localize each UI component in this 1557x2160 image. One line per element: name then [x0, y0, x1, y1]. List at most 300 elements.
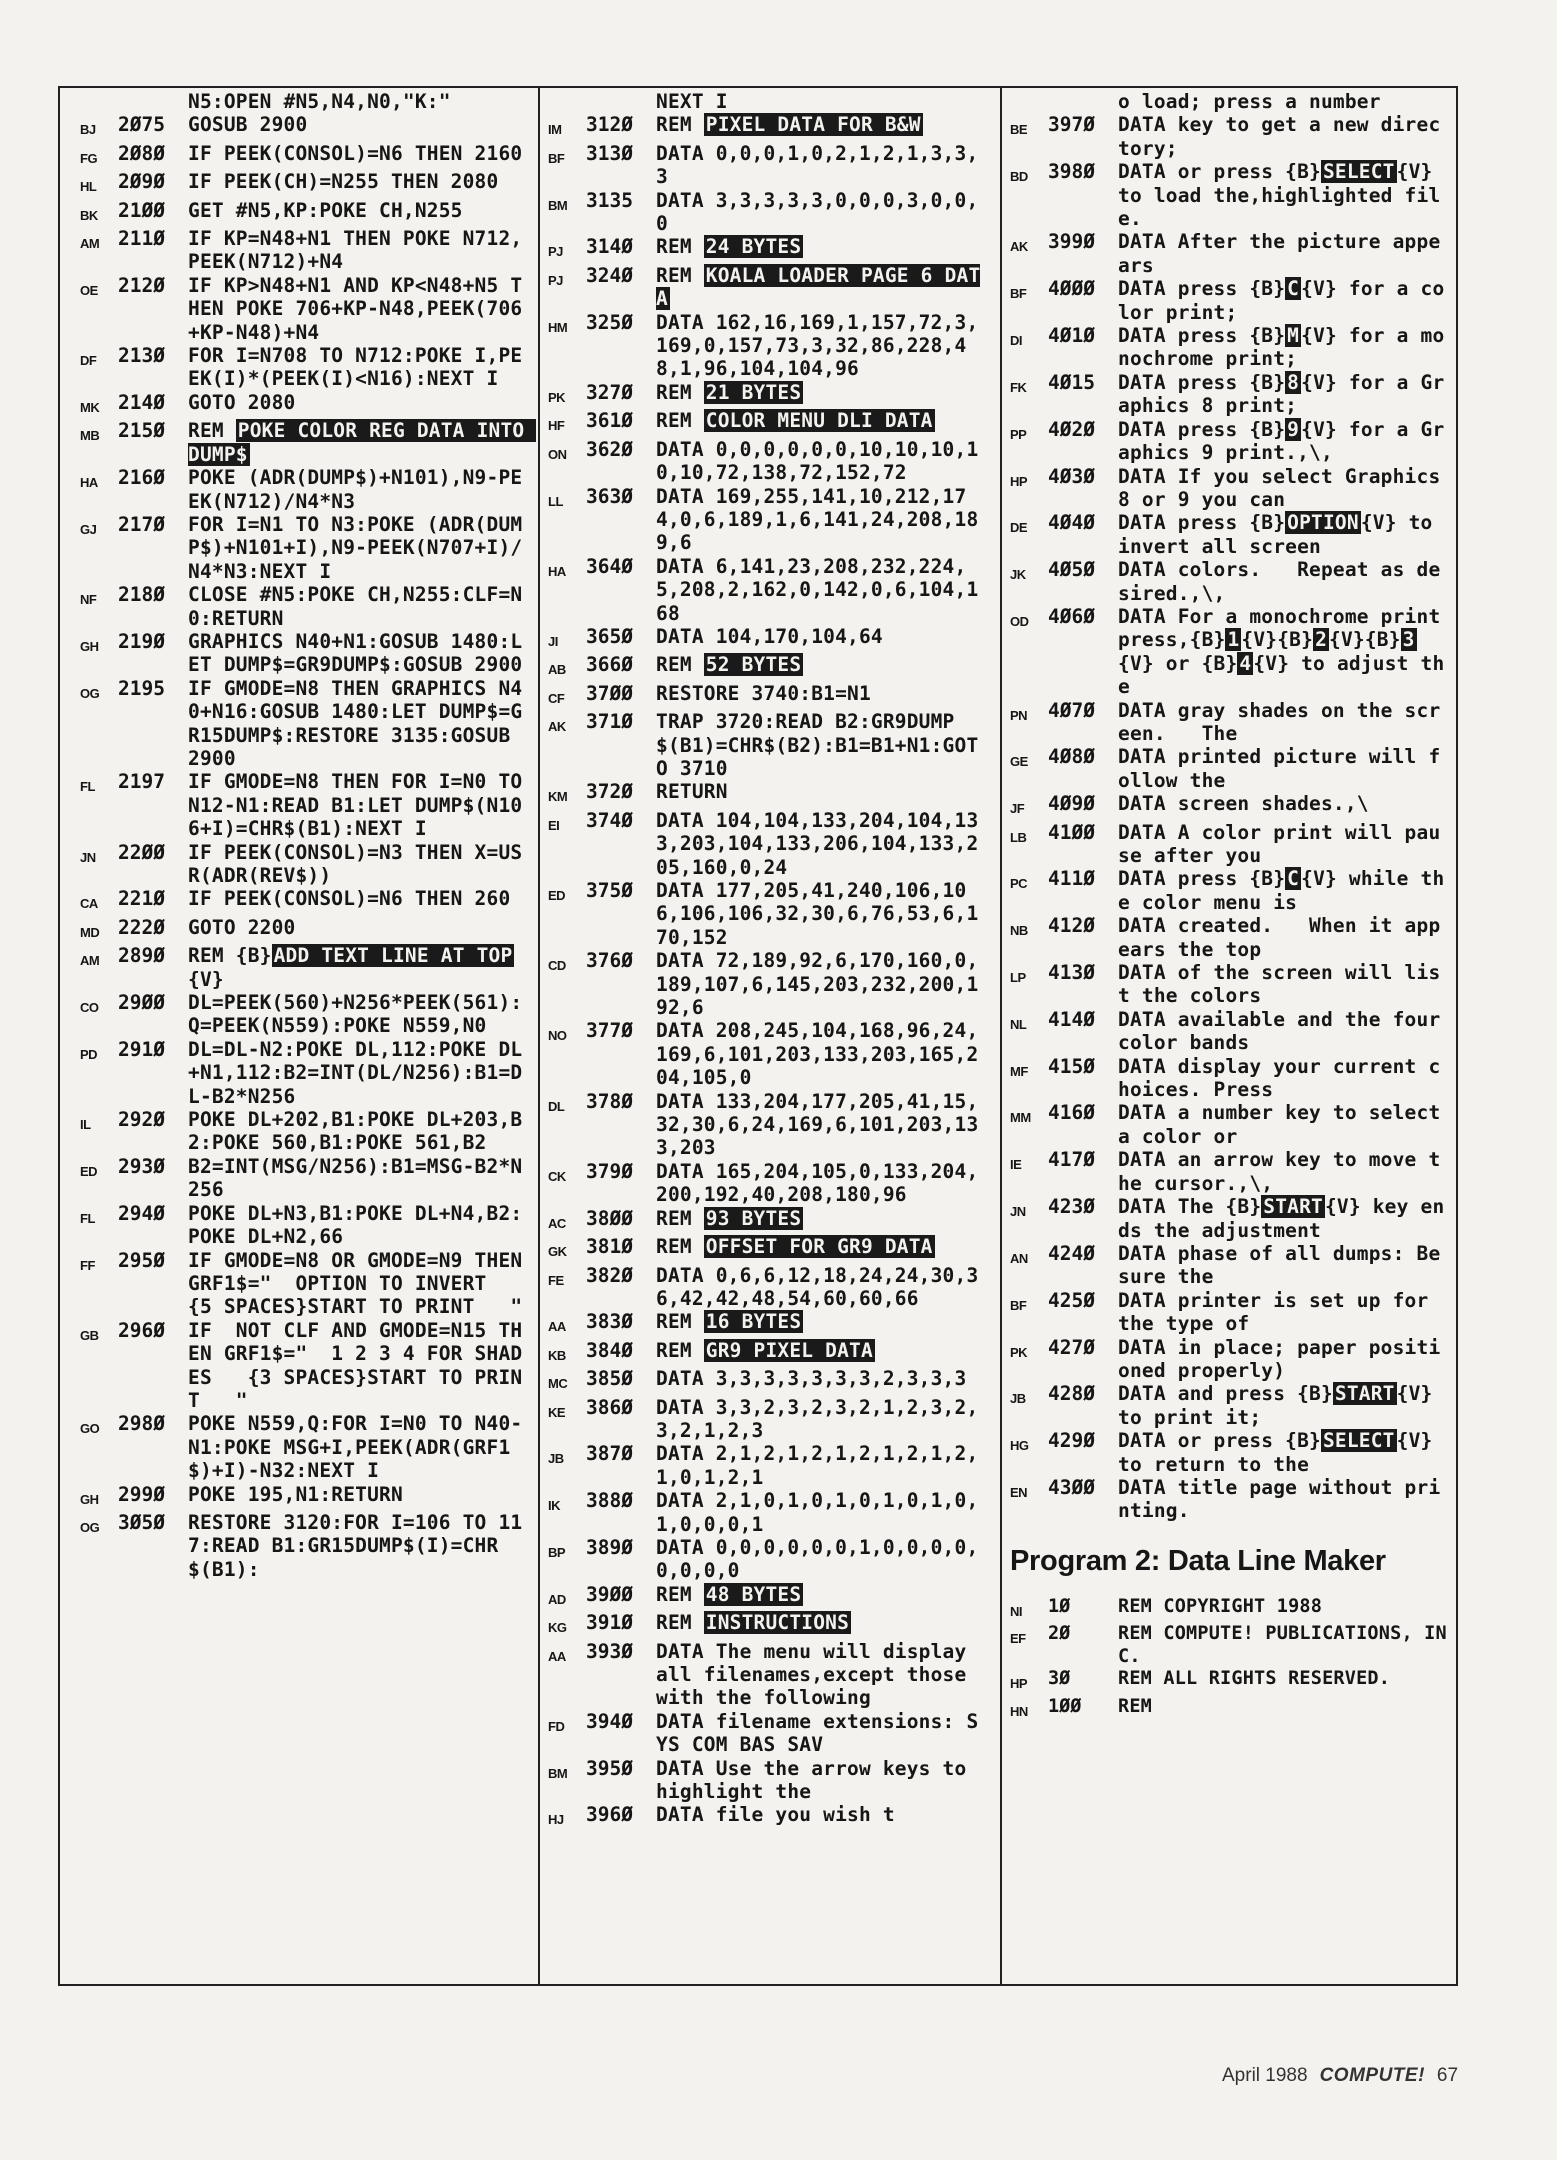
basic-statement: DATA press {B} C {V} while the color menu is — [1118, 867, 1445, 914]
checksum: GJ — [80, 521, 97, 537]
listing-line — [80, 677, 532, 771]
listing-line — [1010, 418, 1448, 465]
basic-statement: DATA 0,0,0,1,0,2,1,2,1,3,3,3 — [656, 141, 979, 189]
line-number: 43ØØ — [1048, 1475, 1095, 1499]
basic-statement: DATA created. When it appears the top — [1118, 914, 1441, 961]
checksum: HP — [1010, 1676, 1028, 1692]
basic-statement: DATA gray shades on the screen. The — [1118, 698, 1441, 745]
checksum: PK — [548, 389, 566, 405]
checksum: FD — [548, 1718, 565, 1734]
listing-line — [1010, 160, 1448, 230]
listing-line — [548, 1339, 990, 1367]
basic-statement: DATA 104,104,133,204,104,133,203,104,133,206,104,133,205,160,0,24 — [656, 808, 979, 879]
listing-line — [1010, 792, 1448, 820]
line-number: 295Ø — [118, 1248, 165, 1272]
line-number: 39ØØ — [586, 1582, 633, 1606]
basic-statement: IF NOT CLF AND GMODE=N15 THEN GRF1$=" 1 2 3 4 FOR SHADES {3 SPACES}START TO PRINT " — [188, 1318, 523, 1412]
basic-statement: GET #N5,KP:POKE CH,N255 — [188, 198, 463, 222]
line-number: 4Ø3Ø — [1048, 464, 1095, 488]
listing-line — [1010, 324, 1448, 371]
basic-statement: GOTO 2200 — [188, 915, 296, 939]
checksum: DF — [80, 353, 97, 369]
checksum: OE — [80, 282, 98, 298]
checksum: PD — [80, 1046, 98, 1062]
basic-statement: DATA After the picture appears — [1118, 230, 1441, 277]
line-number: 412Ø — [1048, 914, 1095, 938]
checksum: PC — [1010, 876, 1028, 892]
basic-statement: DATA 72,189,92,6,170,160,0,189,107,6,145,203,232,200,192,6 — [656, 949, 979, 1020]
line-number: 386Ø — [586, 1395, 633, 1419]
line-number: 37ØØ — [586, 681, 633, 705]
line-number: 214Ø — [118, 390, 165, 414]
checksum: LL — [548, 493, 563, 509]
checksum: KG — [548, 1620, 567, 1636]
listing-line — [548, 113, 990, 141]
line-number: 382Ø — [586, 1263, 633, 1287]
line-number: 296Ø — [118, 1318, 165, 1342]
inverse-video-text: KOALA LOADER PAGE 6 DATA — [656, 263, 981, 311]
line-number: 399Ø — [1048, 230, 1095, 254]
checksum — [80, 90, 118, 95]
line-number: 362Ø — [586, 437, 633, 461]
basic-statement: REM COLOR MENU DLI DATA — [656, 409, 933, 433]
line-number: 2Ø8Ø — [118, 141, 165, 165]
basic-statement: REM 52 BYTES — [656, 653, 802, 677]
line-number: 212Ø — [118, 273, 165, 297]
line-number: 21ØØ — [118, 198, 165, 222]
line-number: 312Ø — [586, 113, 633, 137]
checksum: IM — [548, 122, 562, 138]
basic-statement: REM 24 BYTES — [656, 235, 802, 259]
inverse-video-text: COLOR MENU DLI DATA — [705, 409, 933, 433]
basic-statement: IF PEEK(CONSOL)=N3 THEN X=USR(ADR(REV$)) — [188, 840, 523, 887]
basic-statement: DATA press {B} 8 {V} for a Graphics 8 print; — [1118, 370, 1445, 418]
checksum: AD — [548, 1591, 566, 1607]
basic-statement: DATA The {B} START {V} key ends the adjustment — [1118, 1195, 1445, 1242]
checksum: PJ — [548, 272, 563, 288]
basic-statement: o load; press a number — [1118, 90, 1381, 113]
inverse-video-text: 9 — [1287, 417, 1300, 441]
basic-statement: DATA 169,255,141,10,212,174,0,6,189,1,6,141,24,208,189,6 — [656, 484, 979, 555]
line-number: 374Ø — [586, 808, 633, 832]
checksum: IL — [80, 1117, 91, 1133]
basic-statement: DATA of the screen will list the colors — [1118, 961, 1441, 1008]
basic-statement: DATA 162,16,169,1,157,72,3,169,0,157,73,3,32,86,228,48,1,96,104,104,96 — [656, 310, 979, 381]
checksum: JB — [1010, 1391, 1026, 1407]
listing-line — [1010, 699, 1448, 746]
line-number: 2Ø — [1048, 1623, 1071, 1645]
inverse-video-text: 93 BYTES — [705, 1206, 802, 1230]
checksum: EF — [1010, 1631, 1026, 1647]
checksum: AA — [548, 1319, 566, 1335]
line-number: 364Ø — [586, 554, 633, 578]
inverse-video-text: 8 — [1287, 370, 1300, 394]
line-number: 394Ø — [586, 1709, 633, 1733]
basic-statement: REM 16 BYTES — [656, 1310, 802, 1334]
checksum: NI — [1010, 1603, 1022, 1619]
basic-statement: DL=PEEK(560)+N256*PEEK(561):Q=PEEK(N559):POKE N559,N0 — [188, 991, 523, 1038]
basic-statement: DATA 165,204,105,0,133,204,200,192,40,208,180,96 — [656, 1159, 979, 1207]
listing-line — [1010, 1101, 1453, 1148]
listing-line — [80, 170, 532, 198]
inverse-video-text: 4 — [1239, 651, 1252, 675]
checksum: AN — [1010, 1250, 1028, 1266]
listing-line — [548, 485, 990, 555]
checksum: CA — [80, 896, 98, 912]
listing-line — [80, 1202, 532, 1249]
listing-line — [548, 1803, 990, 1831]
checksum — [548, 90, 586, 95]
line-number: 4Ø9Ø — [1048, 792, 1095, 816]
listing-line — [548, 142, 990, 189]
listing-line — [548, 1442, 990, 1489]
listing-line — [548, 653, 990, 681]
basic-statement: RESTORE 3740:B1=N1 — [656, 681, 871, 705]
line-number: 375Ø — [586, 879, 633, 902]
listing-line — [80, 630, 532, 677]
listing-line — [80, 1319, 532, 1413]
inverse-video-text: OPTION — [1287, 511, 1359, 535]
line-number: 4ØØØ — [1048, 277, 1095, 301]
line-number: 325Ø — [586, 310, 633, 334]
basic-statement: DATA and press {B} START {V} to print it; — [1118, 1382, 1445, 1429]
listing-line — [1010, 1007, 1453, 1055]
checksum: BM — [548, 1765, 568, 1781]
line-number: 415Ø — [1048, 1054, 1095, 1078]
basic-statement: REM 48 BYTES — [656, 1582, 802, 1606]
basic-statement: NEXT I — [656, 90, 728, 113]
checksum: NB — [1010, 923, 1028, 939]
line-number: 222Ø — [118, 915, 165, 939]
listing-line — [548, 409, 990, 437]
listing-line — [548, 1640, 990, 1710]
checksum: FL — [80, 779, 95, 795]
listing-line — [548, 264, 990, 311]
listing-line — [80, 1412, 532, 1482]
basic-statement: DATA 2,1,0,1,0,1,0,1,0,1,0,1,0,0,0,1 — [656, 1489, 979, 1536]
listing-line — [1010, 1668, 1448, 1696]
listing-line — [548, 1310, 990, 1338]
line-number: 291Ø — [118, 1037, 165, 1061]
basic-statement: DATA 2,1,2,1,2,1,2,1,2,1,2,1,0,1,2,1 — [656, 1442, 979, 1489]
basic-statement: IF KP=N48+N1 THEN POKE N712,PEEK(N712)+N4 — [188, 227, 523, 274]
checksum: BP — [548, 1544, 566, 1560]
basic-statement: DATA 3,3,2,3,2,3,2,1,2,3,2,3,2,1,2,3 — [656, 1395, 979, 1442]
basic-statement: POKE (ADR(DUMP$)+N101),N9-PEEK(N712)/N4*N3 — [188, 466, 523, 513]
basic-statement: REM ALL RIGHTS RESERVED. — [1118, 1668, 1391, 1690]
checksum: AB — [548, 662, 566, 678]
line-number: 361Ø — [586, 409, 633, 433]
listing-line — [1010, 821, 1448, 868]
line-number: 4Ø2Ø — [1048, 417, 1095, 441]
line-number: 213Ø — [118, 344, 165, 368]
listing-line — [548, 1207, 990, 1235]
line-number: 324Ø — [586, 263, 633, 287]
basic-statement: DATA or press {B} SELECT {V} to return to the — [1118, 1429, 1445, 1476]
basic-statement: DATA press {B} OPTION {V} to invert all screen — [1118, 511, 1445, 558]
checksum: KE — [548, 1404, 566, 1420]
basic-statement: DATA press {B} M {V} for a monochrome print; — [1118, 324, 1445, 371]
line-number: 388Ø — [586, 1489, 633, 1513]
checksum: HL — [80, 179, 97, 195]
listing-line — [80, 113, 532, 141]
checksum: DL — [548, 1098, 565, 1114]
line-number: 4Ø1Ø — [1048, 324, 1095, 348]
checksum: AK — [548, 719, 566, 735]
listing-line — [80, 944, 532, 991]
line-number: 385Ø — [586, 1367, 633, 1391]
basic-statement: FOR I=N1 TO N3:POKE (ADR(DUMP$)+N101+I),N9-PEEK(N707+I)/N4*N3:NEXT I — [188, 512, 523, 583]
checksum: GE — [1010, 754, 1028, 770]
listing-line — [548, 879, 990, 949]
listing-line — [548, 780, 990, 808]
checksum: PJ — [548, 244, 563, 260]
checksum: GB — [80, 1327, 99, 1343]
inverse-video-text: INSTRUCTIONS — [705, 1611, 850, 1635]
line-number: 416Ø — [1048, 1101, 1095, 1125]
checksum: FK — [1010, 379, 1027, 395]
inverse-video-text: C — [1287, 867, 1300, 891]
basic-statement: DATA display your current choices. Press — [1118, 1054, 1441, 1102]
inverse-video-text: POKE COLOR REG DATA INTO DUMP$ — [188, 419, 537, 466]
program-2-listing — [1010, 1596, 1448, 1724]
basic-statement: IF PEEK(CONSOL)=N6 THEN 2160 — [188, 141, 523, 165]
listing-line — [80, 391, 532, 419]
basic-statement: IF PEEK(CH)=N255 THEN 2080 — [188, 170, 499, 194]
inverse-video-text: 21 BYTES — [705, 380, 802, 404]
line-number: 425Ø — [1048, 1288, 1095, 1312]
basic-statement: FOR I=N708 TO N712:POKE I,PEEK(I)*(PEEK(I)<N16):NEXT I — [188, 344, 523, 391]
checksum: LB — [1010, 829, 1027, 845]
basic-statement: DATA printer is set up for the type of — [1118, 1288, 1441, 1336]
basic-statement: TRAP 3720:READ B2:GR9DUMP$(B1)=CHR$(B2):B1=B1+N1:GOTO 3710 — [656, 710, 979, 780]
listing-line — [80, 1108, 532, 1155]
listing-line — [80, 419, 537, 466]
basic-statement: REM KOALA LOADER PAGE 6 DATA — [656, 263, 981, 311]
basic-statement: GOTO 2080 — [188, 390, 296, 414]
basic-statement: IF GMODE=N8 THEN FOR I=N0 TO N12-N1:READ B1:LET DUMP$(N106+I)=CHR$(B1):NEXT I — [188, 770, 535, 841]
listing-line — [1010, 1289, 1448, 1336]
line-number: 395Ø — [586, 1756, 633, 1780]
line-number: 219Ø — [118, 629, 165, 653]
inverse-video-text: 16 BYTES — [705, 1310, 802, 1334]
basic-statement: DATA colors. Repeat as desired.,\, — [1118, 558, 1441, 605]
basic-statement: DATA 0,6,6,12,18,24,24,30,36,42,42,48,54,60,60,66 — [656, 1263, 979, 1310]
page-footer — [1222, 2065, 1458, 2087]
basic-statement: B2=INT(MSG/N256):B1=MSG-B2*N256 — [188, 1154, 523, 1202]
line-number: 366Ø — [586, 653, 633, 677]
basic-statement: DATA The menu will display all filenames,except those with the following — [656, 1639, 979, 1710]
listing-line — [1010, 113, 1448, 160]
listing-line — [548, 1090, 990, 1160]
line-number: 4Ø6Ø — [1048, 604, 1095, 628]
basic-statement: DATA 6,141,23,208,232,224,5,208,2,162,0,142,0,6,104,168 — [656, 554, 979, 625]
checksum: PP — [1010, 426, 1027, 442]
basic-statement: REM GR9 PIXEL DATA — [656, 1338, 873, 1362]
listing-line — [1010, 604, 1453, 699]
checksum: MF — [1010, 1063, 1028, 1079]
line-number: 215Ø — [118, 419, 165, 443]
checksum: FG — [80, 150, 98, 166]
inverse-video-text: M — [1287, 324, 1300, 348]
basic-statement: RETURN — [656, 780, 728, 804]
line-number: 289Ø — [118, 944, 165, 968]
basic-statement: DATA an arrow key to move the cursor.,\, — [1118, 1148, 1441, 1195]
line-number: 29ØØ — [118, 991, 165, 1015]
checksum: NL — [1010, 1016, 1027, 1032]
checksum: MD — [80, 924, 100, 940]
line-number: 423Ø — [1048, 1195, 1095, 1219]
inverse-video-text: OFFSET FOR GR9 DATA — [705, 1235, 933, 1259]
listing-line — [1010, 1055, 1448, 1102]
checksum: BF — [548, 150, 565, 166]
listing-line — [80, 916, 532, 944]
checksum: GH — [80, 1491, 99, 1507]
listing-line — [1010, 961, 1448, 1008]
listing-column-1 — [80, 90, 537, 1581]
checksum: BK — [80, 207, 98, 223]
line-number: 389Ø — [586, 1535, 633, 1559]
basic-statement: DATA 3,3,3,3,3,0,0,0,3,0,0,0 — [656, 188, 979, 236]
listing-line — [80, 142, 532, 170]
listing-column-3 — [1010, 90, 1453, 1723]
line-number: 384Ø — [586, 1338, 633, 1362]
basic-statement: DATA 208,245,104,168,96,24,169,6,101,203,133,203,165,204,105,0 — [656, 1019, 979, 1090]
line-number: 1Ø — [1048, 1595, 1071, 1617]
listing-line — [1010, 1429, 1448, 1476]
line-number: 22ØØ — [118, 840, 165, 864]
line-number: 2Ø75 — [118, 113, 165, 137]
checksum: HJ — [548, 1812, 564, 1828]
listing-line — [548, 1019, 990, 1089]
checksum: CO — [80, 1000, 99, 1016]
listing-line — [548, 1489, 990, 1536]
checksum: NF — [80, 592, 97, 608]
line-number: 4Ø4Ø — [1048, 511, 1095, 535]
listing-line — [548, 1264, 990, 1311]
line-number: 391Ø — [586, 1611, 633, 1635]
line-number: 41ØØ — [1048, 820, 1095, 844]
checksum: AM — [80, 236, 100, 252]
listing-line — [80, 991, 532, 1038]
listing-line — [548, 1710, 990, 1757]
line-number: 387Ø — [586, 1442, 633, 1466]
line-number: 379Ø — [586, 1159, 633, 1183]
basic-statement: DATA key to get a new directory; — [1118, 113, 1441, 160]
checksum: BJ — [80, 122, 96, 138]
listing-line — [548, 1367, 990, 1395]
checksum: HF — [548, 418, 565, 434]
line-number: 221Ø — [118, 887, 165, 911]
checksum: HG — [1010, 1438, 1029, 1454]
basic-statement: DATA a number key to select a color or — [1118, 1101, 1453, 1148]
checksum: AC — [548, 1215, 566, 1231]
checksum: BM — [548, 197, 568, 213]
line-number: 294Ø — [118, 1201, 165, 1225]
checksum: HA — [80, 475, 98, 491]
checksum: IK — [548, 1498, 560, 1514]
checksum: CK — [548, 1168, 566, 1184]
listing-line — [80, 841, 532, 888]
checksum: HA — [548, 563, 566, 579]
magazine-name: COMPUTE! — [1319, 2065, 1425, 2086]
listing-line — [548, 90, 990, 113]
checksum — [1010, 90, 1048, 95]
basic-statement: REM INSTRUCTIONS — [656, 1611, 850, 1635]
inverse-video-text: START — [1263, 1195, 1323, 1219]
basic-statement: REM — [1118, 1695, 1153, 1717]
basic-statement: DATA available and the four color bands — [1118, 1007, 1453, 1055]
listing-line — [80, 466, 532, 513]
listing-line — [1010, 914, 1448, 961]
line-number: 365Ø — [586, 624, 633, 648]
checksum: BF — [1010, 286, 1027, 302]
checksum: ON — [548, 446, 567, 462]
line-number: 216Ø — [118, 466, 165, 490]
basic-statement: POKE DL+N3,B1:POKE DL+N4,B2:POKE DL+N2,66 — [188, 1201, 523, 1249]
checksum: OG — [80, 685, 100, 701]
basic-statement: RESTORE 3120:FOR I=106 TO 117:READ B1:GR15DUMP$(I)=CHR$(B1): — [188, 1510, 523, 1581]
checksum: AM — [80, 953, 100, 969]
listing-line — [80, 887, 532, 915]
line-number: 396Ø — [586, 1803, 633, 1827]
checksum: PN — [1010, 707, 1028, 723]
basic-statement: DATA or press {B} SELECT {V} to load the,highlighted file. — [1118, 160, 1445, 231]
basic-statement: IF PEEK(CONSOL)=N6 THEN 260 — [188, 887, 511, 911]
inverse-video-text: 24 BYTES — [705, 235, 802, 259]
basic-statement: DL=DL-N2:POKE DL,112:POKE DL+N1,112:B2=INT(DL/N256):B1=DL-B2*N256 — [188, 1037, 523, 1108]
listing-line — [548, 311, 990, 381]
column-divider — [1000, 86, 1002, 1986]
inverse-video-text: 52 BYTES — [705, 653, 802, 677]
checksum: JF — [1010, 801, 1025, 817]
inverse-video-text: C — [1287, 277, 1300, 301]
listing-line — [548, 555, 990, 625]
checksum: JN — [80, 849, 96, 865]
listing-line — [80, 1511, 532, 1581]
listing-line — [80, 770, 535, 841]
listing-line — [548, 625, 990, 653]
program-2-heading: Program 2: Data Line Maker — [1010, 1544, 1386, 1577]
listing-line — [1010, 867, 1448, 914]
issue-date: April 1988 — [1222, 2065, 1308, 2086]
line-number: 2Ø9Ø — [118, 170, 165, 194]
line-number: 393Ø — [586, 1639, 633, 1663]
checksum: AK — [1010, 239, 1028, 255]
basic-statement: DATA 3,3,3,3,3,3,3,2,3,3,3 — [656, 1367, 967, 1391]
basic-statement: REM COPYRIGHT 1988 — [1118, 1595, 1323, 1617]
checksum: ED — [548, 888, 566, 903]
checksum: MM — [1010, 1110, 1031, 1126]
basic-statement: DATA printed picture will follow the — [1118, 745, 1441, 792]
basic-statement: POKE N559,Q:FOR I=N0 TO N40-N1:POKE MSG+I,PEEK(ADR(GRF1$)+I)-N32:NEXT I — [188, 1412, 523, 1483]
basic-statement: DATA in place; paper positioned properly) — [1118, 1335, 1441, 1382]
listing-line — [548, 949, 990, 1019]
line-number: 293Ø — [118, 1154, 165, 1178]
line-number: 398Ø — [1048, 160, 1095, 184]
listing-line — [80, 583, 532, 630]
line-number: 2195 — [118, 676, 165, 700]
inverse-video-text: 48 BYTES — [705, 1582, 802, 1606]
listing-line — [548, 1611, 990, 1639]
basic-statement: REM 93 BYTES — [656, 1206, 802, 1230]
line-number: 4Ø7Ø — [1048, 698, 1095, 722]
line-number: 363Ø — [586, 484, 633, 508]
basic-statement: DATA 0,0,0,0,0,0,10,10,10,10,10,72,138,72,152,72 — [656, 437, 979, 485]
basic-statement: IF KP>N48+N1 AND KP<N48+N5 THEN POKE 706+KP-N48,PEEK(706+KP-N48)+N4 — [188, 273, 523, 344]
listing-line — [1010, 1148, 1448, 1195]
checksum: CF — [548, 690, 565, 706]
